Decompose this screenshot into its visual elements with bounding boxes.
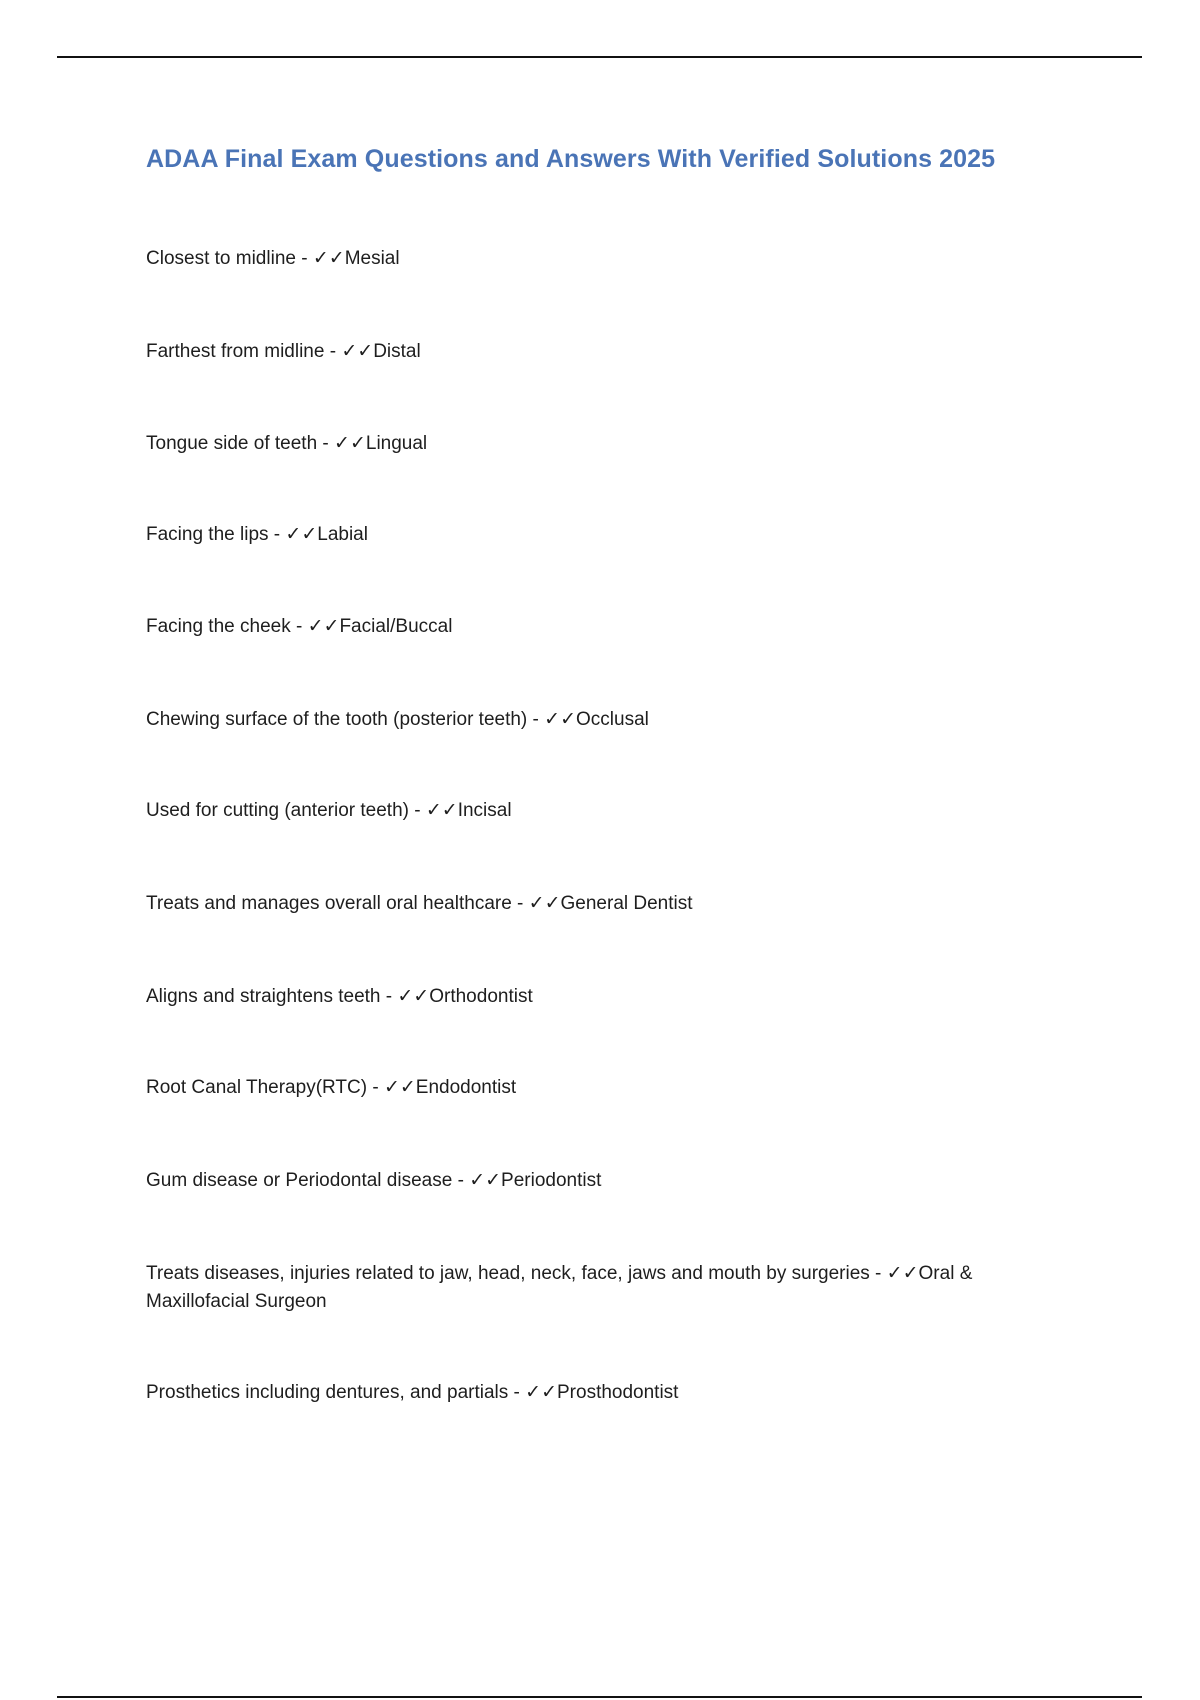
check-icon: ✓✓ <box>285 523 318 545</box>
separator: - <box>268 524 286 545</box>
answer-text: Endodontist <box>415 1077 517 1098</box>
qa-item <box>146 1259 1036 1316</box>
separator: - <box>508 1382 526 1403</box>
qa-item <box>146 244 1036 273</box>
separator: - <box>408 800 426 821</box>
answer-text: Periodontist <box>501 1170 602 1191</box>
answer-text: Orthodontist <box>429 986 533 1007</box>
answer-text: Lingual <box>365 433 428 454</box>
separator: - <box>869 1263 887 1284</box>
check-icon: ✓✓ <box>307 615 340 637</box>
separator: - <box>452 1170 470 1191</box>
qa-item <box>146 337 1036 366</box>
answer-text: Labial <box>317 524 368 545</box>
answer-text: Facial/Buccal <box>339 616 453 637</box>
question-text: Farthest from midline <box>146 341 325 362</box>
qa-item <box>146 1378 1036 1407</box>
answer-text: Occlusal <box>576 709 649 730</box>
top-rule <box>57 56 1142 58</box>
question-text: Treats and manages overall oral healthcare <box>146 893 512 914</box>
check-icon: ✓✓ <box>525 1381 557 1403</box>
answer-text: General Dentist <box>560 893 693 914</box>
answer-text: Incisal <box>457 800 512 821</box>
check-icon: ✓✓ <box>334 432 366 454</box>
qa-item <box>146 796 1036 825</box>
qa-item <box>146 1166 1036 1195</box>
question-text: Tongue side of teeth <box>146 433 318 454</box>
question-text: Closest to midline <box>146 248 296 269</box>
question-text: Gum disease or Periodontal disease <box>146 1170 453 1191</box>
separator: - <box>317 433 335 454</box>
separator: - <box>511 893 529 914</box>
check-icon: ✓✓ <box>383 1076 416 1098</box>
separator: - <box>295 248 313 269</box>
check-icon: ✓✓ <box>528 892 561 914</box>
check-icon: ✓✓ <box>341 340 374 362</box>
qa-item <box>146 612 1036 641</box>
qa-item <box>146 520 1036 549</box>
question-text: Facing the lips <box>146 524 269 545</box>
qa-item <box>146 429 1036 458</box>
answer-text: Mesial <box>344 248 400 269</box>
question-text: Prosthetics including dentures, and partials <box>146 1382 509 1403</box>
question-text: Root Canal Therapy(RTC) <box>146 1077 368 1098</box>
check-icon: ✓✓ <box>469 1169 502 1191</box>
qa-item <box>146 889 1036 918</box>
separator: - <box>527 709 545 730</box>
answer-text: Prosthodontist <box>557 1382 679 1403</box>
answer-text: Distal <box>373 341 421 362</box>
check-icon: ✓✓ <box>425 799 458 821</box>
question-text: Treats diseases, injuries related to jaw, head, neck, face, jaws and mouth by surgeries <box>146 1263 870 1284</box>
question-text: Facing the cheek <box>146 616 291 637</box>
check-icon: ✓✓ <box>886 1262 919 1284</box>
question-text: Aligns and straightens teeth <box>146 986 381 1007</box>
separator: - <box>380 986 398 1007</box>
separator: - <box>290 616 308 637</box>
question-text: Chewing surface of the tooth (posterior teeth) <box>146 709 528 730</box>
qa-item <box>146 982 1036 1011</box>
separator: - <box>367 1077 384 1098</box>
qa-item <box>146 1073 1036 1102</box>
check-icon: ✓✓ <box>397 985 430 1007</box>
answer-text: Oral & Maxillofacial Surgeon <box>146 1263 973 1312</box>
document-title: ADAA Final Exam Questions and Answers With Verified Solutions 2025 <box>146 145 996 173</box>
question-text: Used for cutting (anterior teeth) <box>146 800 409 821</box>
qa-item <box>146 705 1036 734</box>
bottom-rule <box>57 1696 1142 1698</box>
check-icon: ✓✓ <box>544 708 576 730</box>
check-icon: ✓✓ <box>312 247 345 269</box>
separator: - <box>324 341 342 362</box>
